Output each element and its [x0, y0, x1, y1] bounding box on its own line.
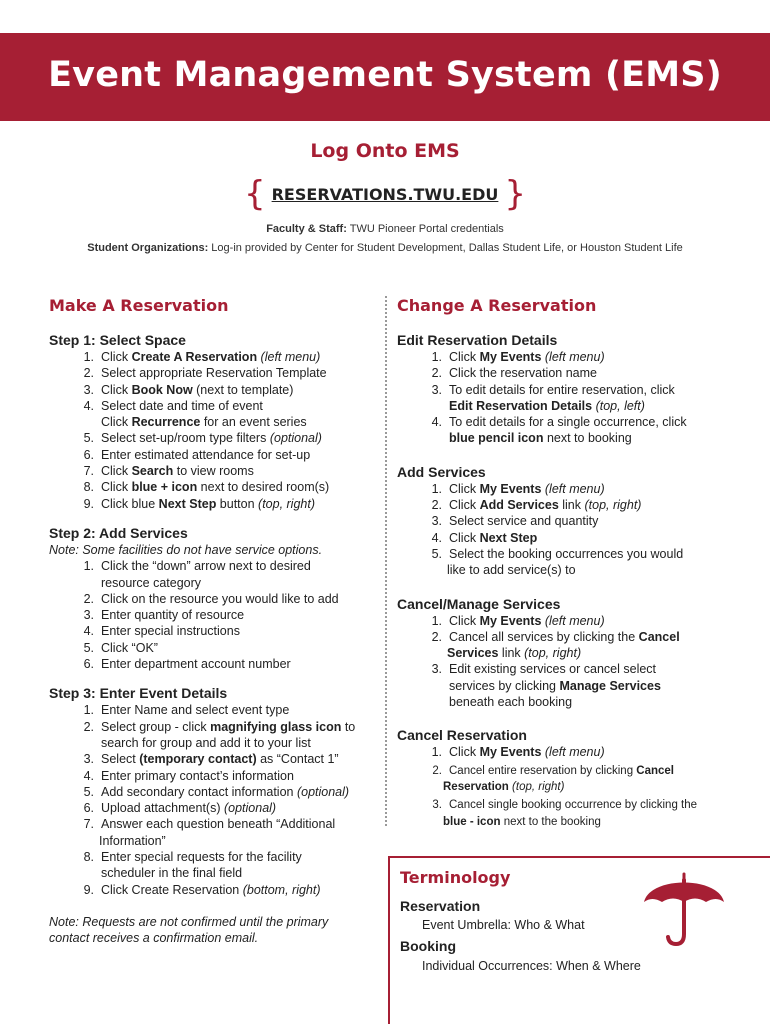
add-services-heading: Add Services [397, 463, 486, 480]
cancel-manage-heading: Cancel/Manage Services [397, 595, 561, 612]
list-item-continued: blue - icon next to the booking [443, 815, 601, 828]
list-item: 3. Edit existing services or cancel select [431, 662, 657, 677]
list-item: 3. Click Book Now (next to template) [83, 382, 294, 397]
list-item: 7. Click Search to view rooms [83, 464, 254, 479]
list-item: 3. To edit details for entire reservation, click [431, 382, 675, 397]
url-row [0, 176, 770, 212]
terminology-title: Terminology [400, 868, 511, 887]
term-booking: Booking [400, 938, 456, 954]
list-item: 1. Click My Events (left menu) [431, 481, 605, 496]
list-item: 3. Cancel single booking occurrence by clicking the [432, 799, 698, 812]
list-item: 9. Click blue Next Step button (top, right) [83, 496, 315, 511]
step2-heading: Step 2: Add Services [49, 524, 188, 541]
list-item: 4. Click Next Step [431, 530, 538, 545]
column-divider [385, 296, 387, 826]
list-item-continued: like to add service(s) to [447, 563, 576, 578]
list-item: 2. Click on the resource you would like to add [83, 591, 339, 606]
list-item: 2. Select group - click magnifying glass icon to [83, 719, 356, 734]
list-item: 1. Click My Events (left menu) [431, 613, 605, 628]
list-item-continued: Information” [99, 833, 166, 848]
list-item: 3. Select service and quantity [431, 514, 599, 529]
student-credentials: Student Organizations: Log-in provided by Center for Student Development, Dallas Student Life, or Houston Student Life [87, 242, 683, 254]
list-item: 8. Click blue + icon next to desired room(s) [83, 480, 330, 495]
list-item: 9. Click Create Reservation (bottom, right) [83, 882, 321, 897]
logon-title: Log Onto EMS [310, 140, 460, 162]
list-item: 4. To edit details for a single occurrence, click [431, 415, 687, 430]
list-item-continued: scheduler in the final field [101, 866, 243, 881]
list-item: 2. Click Add Services link (top, right) [431, 498, 642, 513]
right-brace-icon: } [504, 174, 527, 214]
step3-heading: Step 3: Enter Event Details [49, 685, 228, 702]
reservations-link[interactable]: RESERVATIONS.TWU.EDU [271, 184, 499, 204]
cancel-reservation-heading: Cancel Reservation [397, 727, 527, 744]
list-item: 3. Select (temporary contact) as “Contact 1” [83, 752, 339, 767]
list-item-continued: Reservation (top, right) [443, 780, 565, 793]
list-item: 6. Enter department account number [83, 657, 291, 672]
header-banner [0, 33, 770, 121]
list-item: 2. Cancel entire reservation by clicking Cancel [432, 764, 674, 777]
edit-reservation-heading: Edit Reservation Details [397, 332, 558, 348]
list-item: 2. Cancel all services by clicking the Cancel [431, 629, 680, 644]
list-item: 2. Click the reservation name [431, 366, 597, 381]
term-reservation: Reservation [400, 898, 481, 914]
list-item: 5. Add secondary contact information (optional) [83, 784, 350, 799]
change-reservation-column [397, 331, 697, 830]
list-item: 6. Enter estimated attendance for set-up [83, 447, 311, 462]
step1-heading: Step 1: Select Space [49, 332, 186, 348]
list-item: 4. Enter special instructions [83, 624, 240, 639]
umbrella-icon [640, 868, 728, 948]
list-item: 4. Select date and time of event [83, 398, 263, 413]
list-item-continued: search for group and add it to your list [101, 735, 311, 750]
list-item: 5. Click “OK” [83, 640, 158, 655]
confirmation-note-continued: contact receives a confirmation email. [49, 931, 259, 946]
list-item: 1. Click My Events (left menu) [431, 350, 605, 364]
list-item: 8. Enter special requests for the facility [83, 850, 302, 865]
list-item: 7. Answer each question beneath “Additional [83, 817, 336, 832]
terminology-box [388, 856, 770, 1024]
list-item: 1. Click Create A Reservation (left menu) [83, 350, 321, 364]
make-reservation-column [49, 331, 355, 947]
list-item-continued: Services link (top, right) [447, 646, 582, 661]
list-item: 6. Upload attachment(s) (optional) [83, 801, 277, 816]
make-reservation-title: Make A Reservation [49, 296, 229, 315]
list-item-continued: blue pencil icon next to booking [449, 431, 632, 446]
left-brace-icon: { [243, 174, 266, 214]
step2-note: Note: Some facilities do not have service options. [49, 542, 323, 557]
list-item-continued: Edit Reservation Details (top, left) [449, 398, 645, 413]
list-item: 5. Select the booking occurrences you would [431, 546, 684, 561]
list-item: 2. Select appropriate Reservation Template [83, 366, 327, 381]
list-item-continued: Click Recurrence for an event series [101, 415, 307, 430]
list-item-continued: resource category [101, 575, 202, 590]
list-item: 1. Click My Events (left menu) [431, 745, 605, 760]
list-item-continued: beneath each booking [449, 695, 573, 710]
faculty-credentials: Faculty & Staff: TWU Pioneer Portal credentials [266, 223, 504, 235]
list-item: 1. Enter Name and select event type [83, 703, 290, 718]
term-reservation-desc: Event Umbrella: Who & What [422, 918, 585, 932]
page-title: Event Management System (EMS) [48, 55, 722, 95]
change-reservation-title: Change A Reservation [397, 296, 597, 315]
term-booking-desc: Individual Occurrences: When & Where [422, 959, 641, 973]
list-item: 3. Enter quantity of resource [83, 608, 245, 623]
list-item: 1. Click the “down” arrow next to desired [83, 559, 311, 574]
list-item: 5. Select set-up/room type filters (optional) [83, 431, 322, 446]
list-item: 4. Enter primary contact’s information [83, 768, 294, 783]
confirmation-note: Note: Requests are not confirmed until the primary [49, 914, 329, 929]
list-item-continued: services by clicking Manage Services [449, 678, 661, 693]
